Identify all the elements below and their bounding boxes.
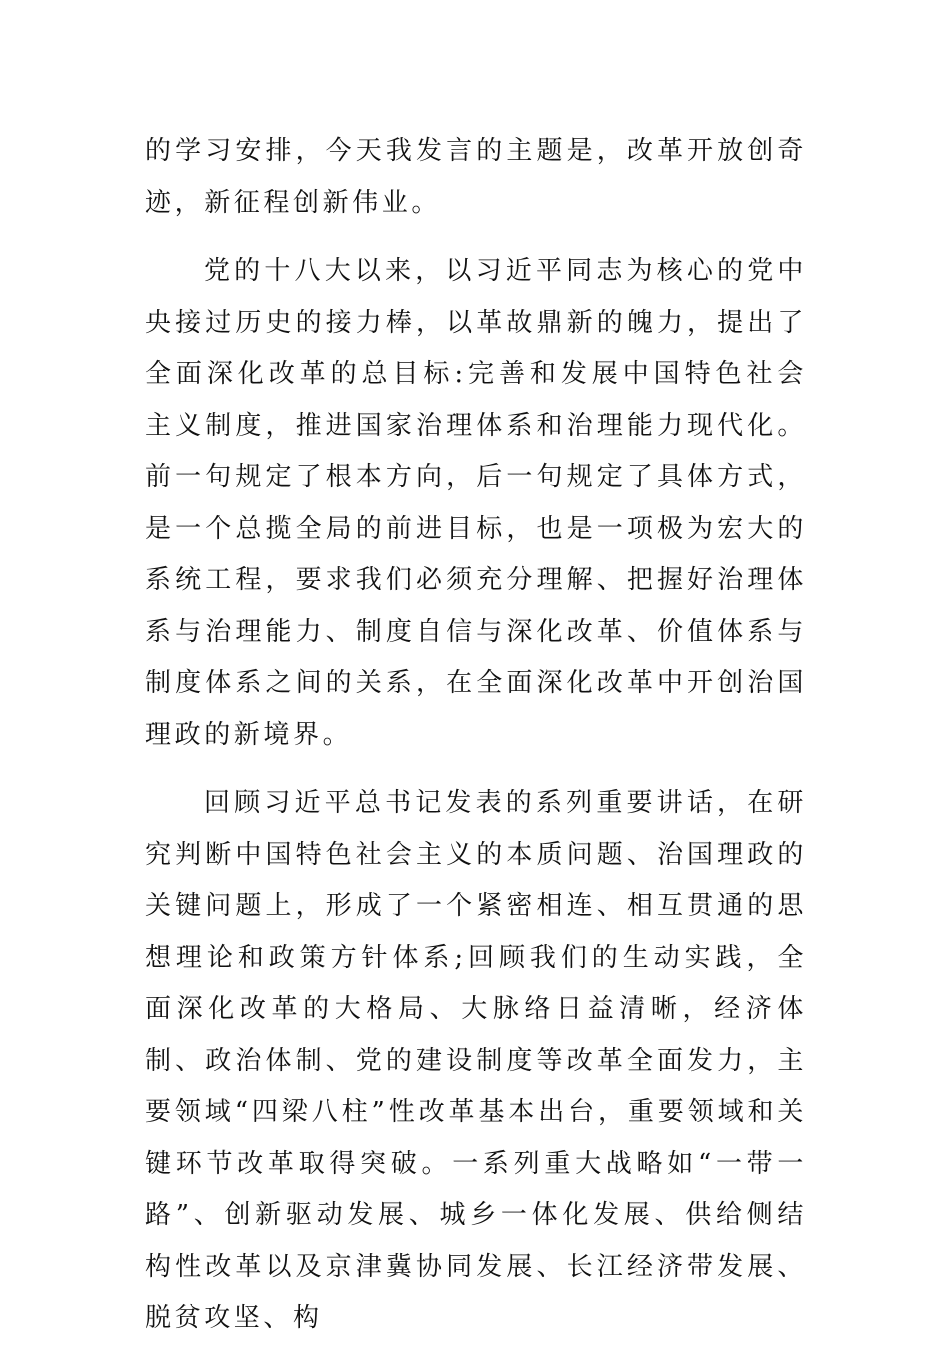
- paragraph-reform-goal: 党的十八大以来，以习近平同志为核心的党中央接过历史的接力棒，以革故鼎新的魄力，提出了全面深化改革的总目标:完善和发展中国特色社会主义制度，推进国家治理体系和治理能力现代化。前一句规定了根本方向，后一句规定了具体方式，是一个总揽全局的前进目标，也是一项极为宏大的系统工程，要求我们必须充分理解、把握好治理体系与治理能力、制度自信与深化改革、价值体系与制度体系之间的关系，在全面深化改革中开创治国理政的新境界。: [145, 256, 807, 750]
- paragraph-review-practice: 回顾习近平总书记发表的系列重要讲话，在研究判断中国特色社会主义的本质问题、治国理政的关键问题上，形成了一个紧密相连、相互贯通的思想理论和政策方针体系;回顾我们的生动实践，全面深化改革的大格局、大脉络日益清晰，经济体制、政治体制、党的建设制度等改革全面发力，主要领域“四梁八柱”性改革基本出台，重要领域和关键环节改革取得突破。一系列重大战略如“一带一路”、创新驱动发展、城乡一体化发展、供给侧结构性改革以及京津冀协同发展、长江经济带发展、脱贫攻坚、构: [145, 788, 807, 1333]
- document-body: [145, 126, 807, 1345]
- paragraph-continuation: 的学习安排，今天我发言的主题是，改革开放创奇迹，新征程创新伟业。: [145, 136, 807, 218]
